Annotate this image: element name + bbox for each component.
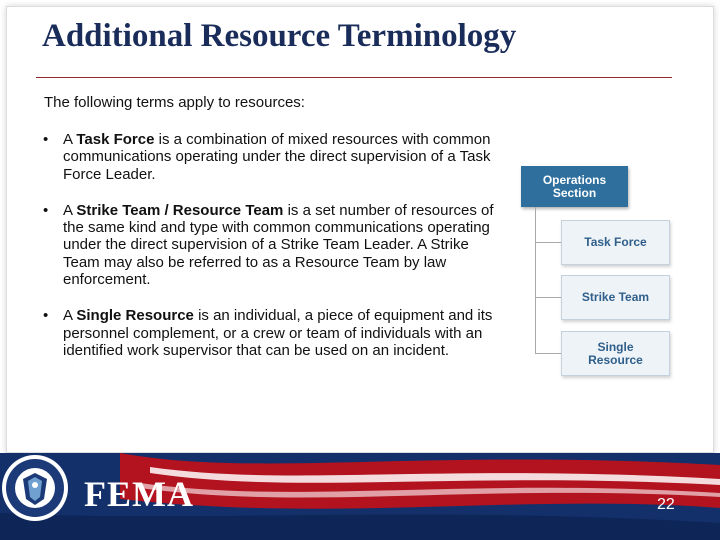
org-node-single-resource: Single Resource <box>561 331 670 376</box>
page-title: Additional Resource Terminology <box>42 18 517 54</box>
dhs-seal-icon <box>0 453 70 523</box>
bullet-text: is an individual, a piece of equipment and its personnel complement, or a crew or team of individuals with an identified work supervisor that can be used on an incident. <box>63 307 493 359</box>
fema-wordmark: FEMA <box>84 474 194 514</box>
bullet-term: Strike Team / Resource Team <box>76 201 284 219</box>
org-chart-connector <box>535 242 561 243</box>
org-chart-connector-vertical <box>535 207 536 353</box>
bullet-dot: • <box>43 131 49 148</box>
bullet-term: Task Force <box>76 131 155 148</box>
bullet-term: Single Resource <box>76 307 194 325</box>
org-chart-connector <box>535 353 561 354</box>
bullet-prefix: A <box>63 201 77 219</box>
bullet-prefix: A <box>63 307 77 325</box>
bullet-task-force <box>30 131 505 183</box>
title-divider <box>36 77 672 78</box>
bullet-prefix: A <box>63 131 77 148</box>
footer-banner <box>0 453 720 540</box>
bullet-dot: • <box>43 201 49 219</box>
bullet-list <box>30 131 505 378</box>
bullet-text: is a set number of resources of the same kind and type with common communications operating under the direct supervision of a Strike Team Leader. A Strike Team may also be referred to as a Resource Team by law enforcement. <box>63 201 494 289</box>
page-number: 22 <box>657 496 675 513</box>
bullet-text: is a combination of mixed resources with common communications operating under the direct supervision of a Task Force Leader. <box>63 131 491 183</box>
bullet-dot: • <box>43 307 49 325</box>
intro-text: The following terms apply to resources: <box>44 94 305 111</box>
bullet-single-resource <box>30 307 505 359</box>
org-chart-head: Operations Section <box>521 166 628 207</box>
org-node-task-force: Task Force <box>561 220 670 265</box>
bullet-strike-team <box>30 202 505 288</box>
org-node-strike-team: Strike Team <box>561 275 670 320</box>
org-chart-connector <box>535 297 561 298</box>
